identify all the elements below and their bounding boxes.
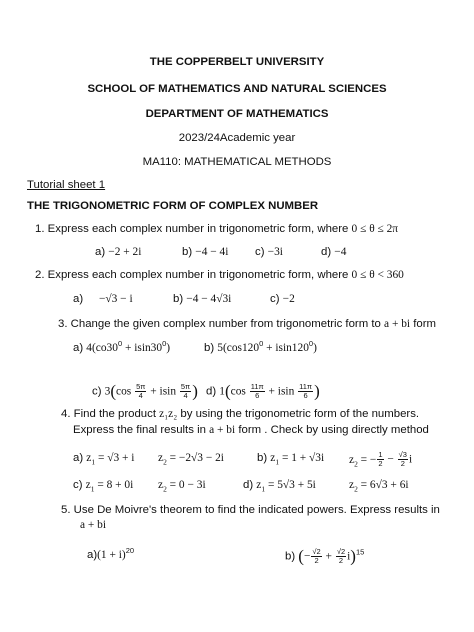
question-4-b: b) $z_1 = 1 + √3i$ — [257, 452, 325, 467]
question-3-b: b) $5(\cos 120^0 + isin120^0)$ — [204, 339, 317, 354]
question-1-b: b) −4 − 4i — [182, 246, 229, 258]
tutorial-label: Tutorial sheet 1 — [27, 179, 106, 191]
question-2 — [35, 268, 404, 282]
section-title: THE TRIGONOMETRIC FORM OF COMPLEX NUMBER — [27, 200, 319, 212]
question-5-b: b) (− $\frac{√2}{2}$ + $\frac{√2}{2}$ i)$^{15}$ — [285, 546, 365, 566]
question-3-d: d) 1(cos $\frac{11\pi}{6}$ + isin $\frac{11\pi}{6}$ ) — [206, 381, 320, 401]
question-5-line-1: 5. Use De Moivre's theorem to find the indicated powers. Express results in — [61, 504, 440, 516]
question-5-line-2: a + bi — [80, 519, 107, 531]
question-4-c: c) $z_1 = 8 + 0i$ — [73, 479, 134, 494]
question-5-a: $a)(1 + i)^{20}$ — [87, 546, 135, 561]
question-1-d: d) −4 — [321, 246, 347, 258]
question-4-b-z2: $z_2$ = − $\frac{1}{2}$ − $\frac{√3}{2}$ i — [349, 450, 413, 468]
question-1-text: 1. Express each complex number in trigonometric form, where — [35, 223, 352, 235]
question-4-c-z2: $z_2 = 0 - 3i$ — [158, 479, 206, 494]
academic-year: 2023/24Academic year — [178, 132, 296, 144]
university-title: THE COPPERBELT UNIVERSITY — [149, 56, 325, 68]
question-2-text: 2. Express each complex number in trigonometric form, where — [35, 269, 352, 281]
question-4-a: a) $z_1 = √3 + i$ — [73, 452, 135, 467]
question-2-b: b) −4 − 4√3i — [173, 293, 232, 305]
question-4-line-2: Express the final results in a + bi form . Check by using directly method — [73, 424, 429, 436]
question-1 — [35, 222, 398, 236]
school-title: SCHOOL OF MATHEMATICS AND NATURAL SCIENCES — [87, 83, 387, 95]
question-1-condition: 0 ≤ θ ≤ 2π — [351, 223, 399, 235]
department-title: DEPARTMENT OF MATHEMATICS — [145, 108, 329, 120]
question-1-a: a) −2 + 2i — [95, 246, 142, 258]
question-2-c: c) −2 — [270, 293, 295, 305]
question-2-condition: 0 ≤ θ < 360 — [351, 269, 404, 281]
question-4-line-1: 4. Find the product z₁z₂ by using the trigonometric form of the numbers. — [61, 408, 420, 420]
question-1-c: c) −3i — [255, 246, 283, 258]
course-title: MA110: MATHEMATICAL METHODS — [142, 156, 332, 168]
question-3-a: a) $4(co30^0 + isin30^0)$ — [73, 339, 171, 354]
question-3-c: c) 3(cos $\frac{5\pi}{4}$ + isin $\frac{5\pi}{4}$ ) — [92, 381, 198, 401]
question-4-d: d) $z_1 = 5√3 + 5i$ — [243, 479, 316, 494]
question-4-a-z2: $z_2 = -2√3 - 2i$ — [158, 452, 224, 467]
question-3: 3. Change the given complex number from trigonometric form to a + bi form — [58, 318, 437, 330]
question-2-a: a) −√3 − i — [73, 293, 133, 305]
question-4-d-z2: $z_2 = 6√3 + 6i$ — [349, 479, 409, 494]
